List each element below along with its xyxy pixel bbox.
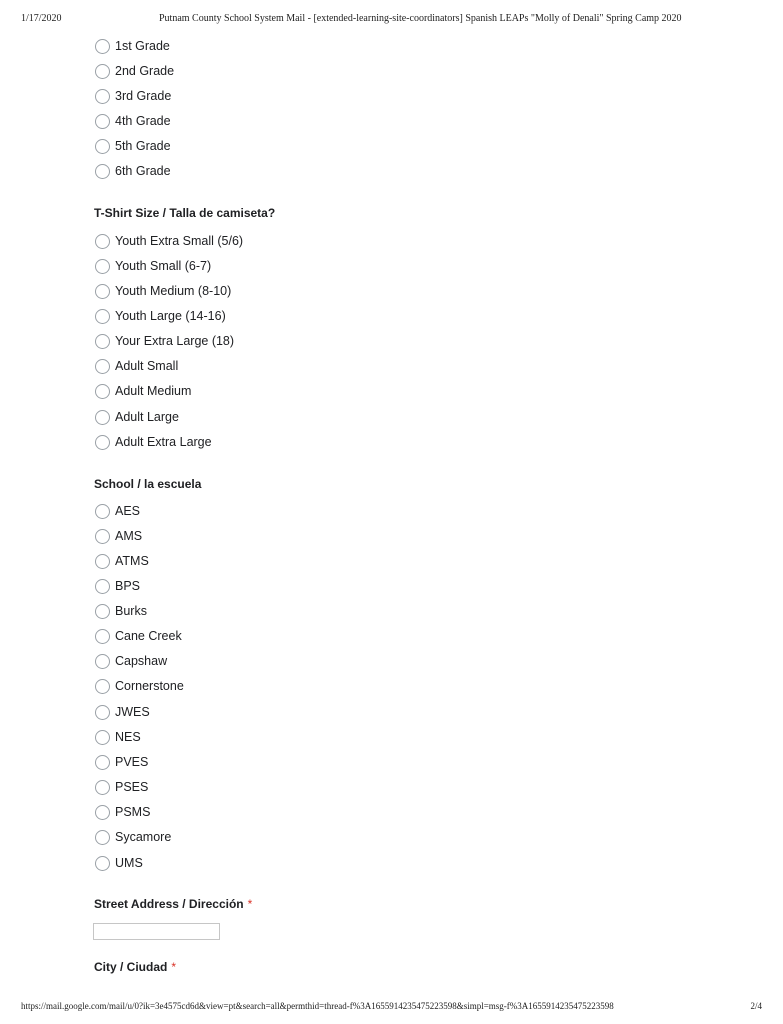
street-address-input[interactable]: [93, 923, 220, 940]
radio-button[interactable]: [95, 705, 110, 720]
option-label: BPS: [115, 579, 141, 593]
radio-button[interactable]: [95, 629, 110, 644]
option-tshirt-adult-m[interactable]: [95, 383, 191, 399]
radio-button[interactable]: [95, 435, 110, 450]
radio-button[interactable]: [95, 89, 110, 104]
option-school-psms[interactable]: [95, 804, 150, 820]
question-city: [94, 960, 176, 974]
print-url: https://mail.google.com/mail/u/0?ik=3e4575cd6d&view=pt&search=all&permthid=thread-f%3A1655914235475223598&simpl=msg-f%3A1655914235475223598: [21, 1001, 614, 1011]
question-school: School / la escuela: [94, 477, 202, 491]
question-label: City / Ciudad: [94, 960, 168, 974]
radio-button[interactable]: [95, 654, 110, 669]
option-label: Burks: [115, 604, 147, 618]
question-label: Street Address / Dirección: [94, 897, 244, 911]
option-tshirt-youth-m[interactable]: [95, 283, 231, 299]
option-label: 3rd Grade: [115, 89, 172, 103]
option-label: JWES: [115, 705, 150, 719]
option-school-bps[interactable]: [95, 578, 140, 594]
required-asterisk: *: [247, 897, 253, 911]
question-tshirt-size: T-Shirt Size / Talla de camiseta?: [94, 206, 276, 220]
option-label: PSMS: [115, 805, 151, 819]
print-date: 1/17/2020: [21, 13, 62, 24]
option-school-cane-creek[interactable]: [95, 628, 182, 644]
radio-button[interactable]: [95, 755, 110, 770]
print-footer: [21, 1001, 762, 1015]
option-label: Sycamore: [115, 830, 172, 844]
print-header: [21, 13, 762, 27]
option-label: Adult Extra Large: [115, 435, 212, 449]
radio-button[interactable]: [95, 679, 110, 694]
radio-button[interactable]: [95, 504, 110, 519]
option-grade-1[interactable]: [95, 38, 170, 54]
option-grade-3[interactable]: [95, 88, 171, 104]
radio-button[interactable]: [95, 334, 110, 349]
option-label: Youth Large (14-16): [115, 309, 226, 323]
option-label: 5th Grade: [115, 139, 171, 153]
option-label: PVES: [115, 755, 149, 769]
radio-button[interactable]: [95, 579, 110, 594]
option-label: 2nd Grade: [115, 64, 175, 78]
radio-button[interactable]: [95, 554, 110, 569]
option-school-ums[interactable]: [95, 855, 143, 871]
radio-button[interactable]: [95, 284, 110, 299]
required-asterisk: *: [171, 960, 177, 974]
option-grade-5[interactable]: [95, 138, 171, 154]
print-title: Putnam County School System Mail - [extended-learning-site-coordinators] Spanish LEAPs "Molly of Denali" Spring Camp 2020: [159, 13, 682, 24]
option-grade-2[interactable]: [95, 63, 174, 79]
question-street-address: [94, 897, 252, 911]
option-label: Adult Medium: [115, 384, 192, 398]
radio-button[interactable]: [95, 64, 110, 79]
option-tshirt-adult-l[interactable]: [95, 409, 179, 425]
option-school-nes[interactable]: [95, 729, 141, 745]
radio-button[interactable]: [95, 139, 110, 154]
radio-button[interactable]: [95, 805, 110, 820]
option-school-jwes[interactable]: [95, 704, 150, 720]
option-label: PSES: [115, 780, 149, 794]
radio-button[interactable]: [95, 234, 110, 249]
option-school-capshaw[interactable]: [95, 653, 167, 669]
option-label: NES: [115, 730, 141, 744]
option-tshirt-youth-l[interactable]: [95, 308, 226, 324]
option-label: Capshaw: [115, 654, 168, 668]
option-label: 4th Grade: [115, 114, 171, 128]
option-label: 1st Grade: [115, 39, 170, 53]
option-school-ams[interactable]: [95, 528, 142, 544]
option-school-pves[interactable]: [95, 754, 148, 770]
option-label: UMS: [115, 856, 143, 870]
radio-button[interactable]: [95, 780, 110, 795]
option-school-sycamore[interactable]: [95, 829, 171, 845]
option-label: Adult Small: [115, 359, 179, 373]
radio-button[interactable]: [95, 529, 110, 544]
radio-button[interactable]: [95, 604, 110, 619]
radio-button[interactable]: [95, 114, 110, 129]
option-label: AMS: [115, 529, 143, 543]
radio-button[interactable]: [95, 730, 110, 745]
radio-button[interactable]: [95, 259, 110, 274]
radio-button[interactable]: [95, 830, 110, 845]
print-page-number: 2/4: [750, 1001, 762, 1011]
option-tshirt-adult-s[interactable]: [95, 358, 178, 374]
option-grade-6[interactable]: [95, 163, 171, 179]
option-label: 6th Grade: [115, 164, 171, 178]
radio-button[interactable]: [95, 359, 110, 374]
option-label: Youth Small (6-7): [115, 259, 212, 273]
option-tshirt-adult-xl[interactable]: [95, 434, 212, 450]
option-tshirt-youth-xl[interactable]: [95, 333, 234, 349]
option-label: ATMS: [115, 554, 149, 568]
option-grade-4[interactable]: [95, 113, 171, 129]
option-label: Your Extra Large (18): [115, 334, 235, 348]
radio-button[interactable]: [95, 410, 110, 425]
option-school-cornerstone[interactable]: [95, 678, 184, 694]
option-tshirt-youth-s[interactable]: [95, 258, 211, 274]
radio-button[interactable]: [95, 856, 110, 871]
option-school-aes[interactable]: [95, 503, 140, 519]
radio-button[interactable]: [95, 39, 110, 54]
option-tshirt-youth-xs[interactable]: [95, 233, 243, 249]
option-label: Cornerstone: [115, 679, 184, 693]
option-label: AES: [115, 504, 141, 518]
option-school-pses[interactable]: [95, 779, 148, 795]
option-school-burks[interactable]: [95, 603, 147, 619]
option-school-atms[interactable]: [95, 553, 149, 569]
option-label: Cane Creek: [115, 629, 182, 643]
radio-button[interactable]: [95, 384, 110, 399]
radio-button[interactable]: [95, 164, 110, 179]
option-label: Adult Large: [115, 410, 179, 424]
radio-button[interactable]: [95, 309, 110, 324]
option-label: Youth Medium (8-10): [115, 284, 232, 298]
option-label: Youth Extra Small (5/6): [115, 234, 244, 248]
